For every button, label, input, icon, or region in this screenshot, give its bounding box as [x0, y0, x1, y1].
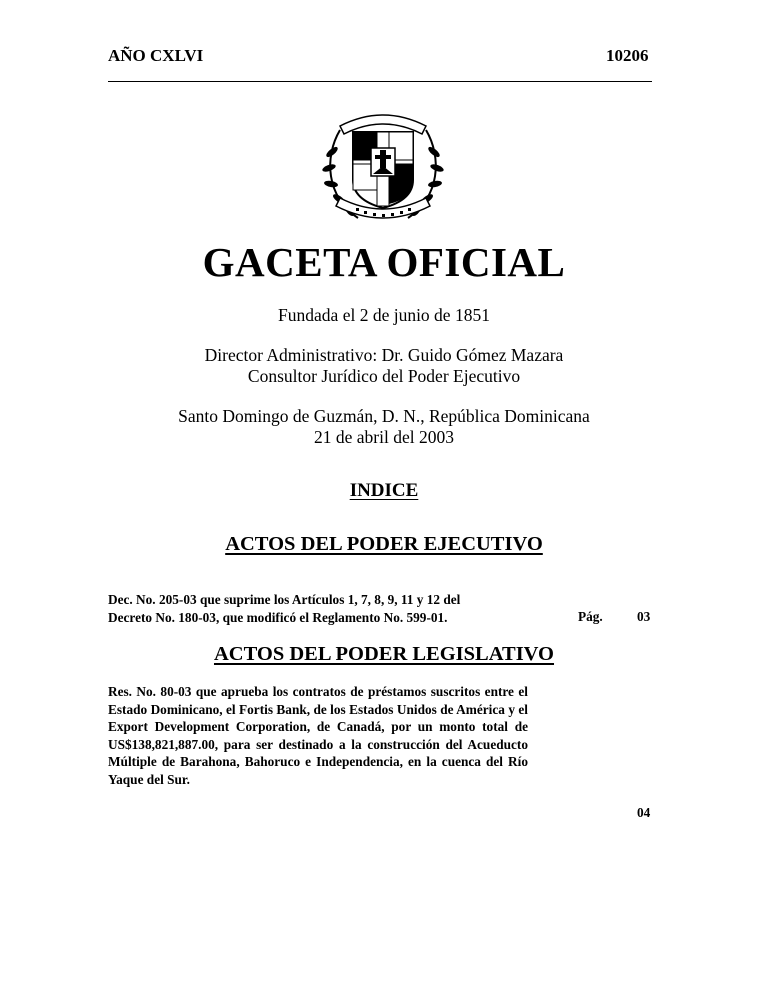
entry-decree-page-label: Pág.	[578, 609, 603, 624]
entry-decree-page: 03	[637, 609, 651, 624]
gazette-title: GACETA OFICIAL	[202, 239, 566, 285]
director-role-line: Consultor Jurídico del Poder Ejecutivo	[247, 366, 521, 386]
coat-of-arms-icon	[318, 102, 448, 230]
header-year: AÑO CXLVI	[108, 46, 204, 65]
date-line: 21 de abril del 2003	[314, 427, 454, 447]
founded-line: Fundada el 2 de junio de 1851	[278, 305, 490, 325]
section-title-legislativo: ACTOS DEL PODER LEGISLATIVO	[213, 643, 555, 665]
entry-decree	[108, 591, 548, 626]
entry-decree-line-1: Dec. No. 205-03 que suprime los Artículos 1, 7, 8, 9, 11 y 12 del	[108, 592, 461, 607]
index-title: INDICE	[349, 480, 419, 501]
section-title-ejecutivo: ACTOS DEL PODER EJECUTIVO	[225, 533, 543, 555]
director-line: Director Administrativo: Dr. Guido Gómez Mazara	[204, 345, 564, 365]
location-line: Santo Domingo de Guzmán, D. N., República Dominicana	[178, 406, 590, 426]
entry-resolution: Res. No. 80-03 que aprueba los contratos de préstamos suscritos entre el Estado Dominicano, el Fortis Bank, de los Estados Unidos de América y el Export Development Corporation, de Canadá, por un monto total de US$138,821,887.00, para ser destinado a la construcción del Acueducto Múltiple de Barahona, Bahoruco e Independencia, en la cuenca del Río Yaque del Sur.	[108, 684, 528, 787]
header-rule	[108, 81, 652, 82]
entry-resolution-page: 04	[637, 805, 651, 820]
header-number: 10206	[606, 46, 649, 65]
entry-decree-line-2: Decreto No. 180-03, que modificó el Reglamento No. 599-01.	[108, 609, 448, 625]
